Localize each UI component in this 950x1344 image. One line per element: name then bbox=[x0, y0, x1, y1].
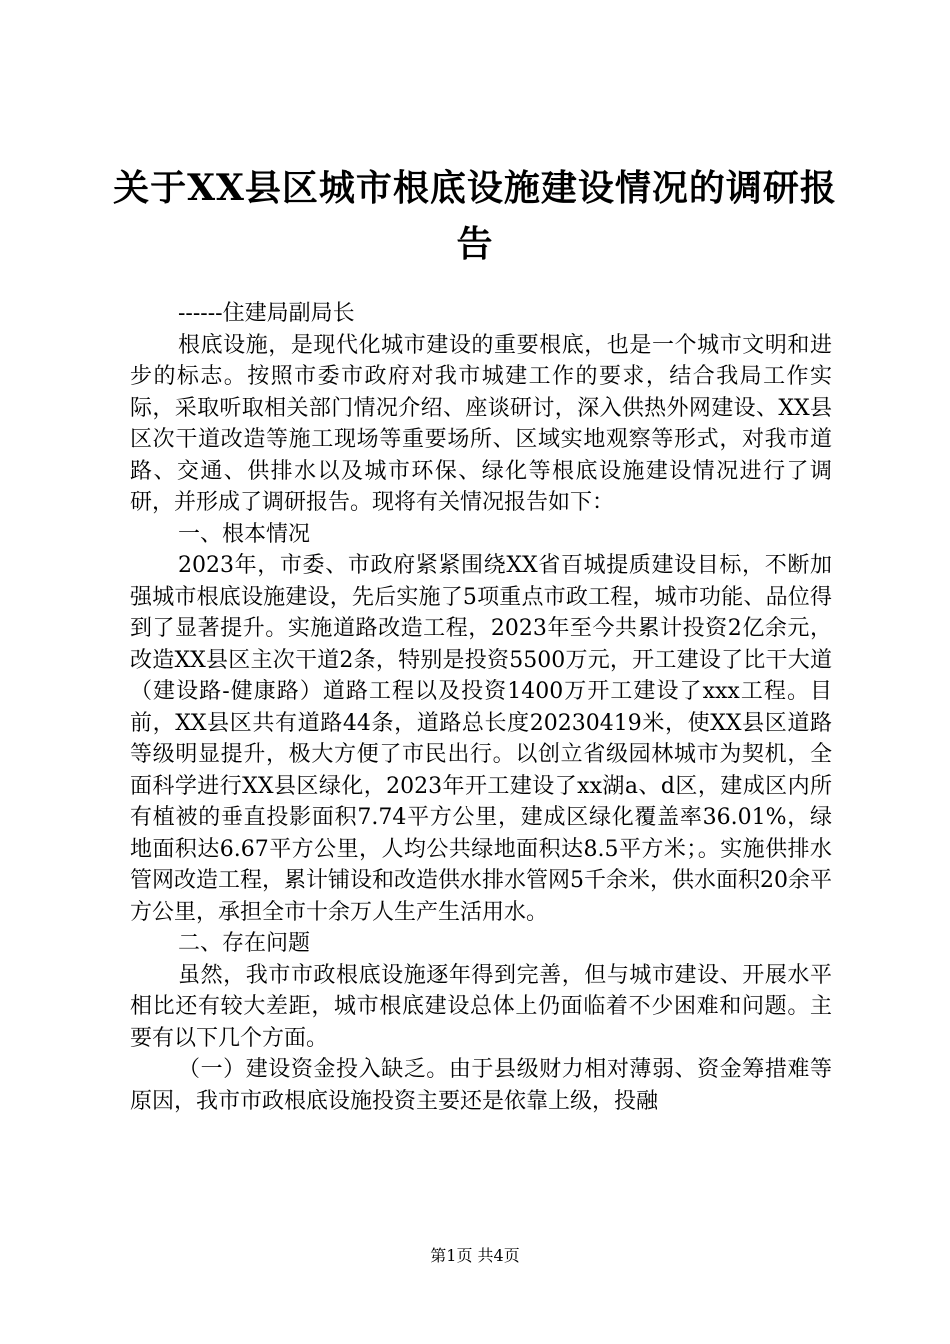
paragraph-basic-situation: 2023年，市委、市政府紧紧围绕XX省百城提质建设目标，不断加强城市根底设施建设，先后实施了5项重点市政工程，城市功能、品位得到了显著提升。实施道路改造工程，2023年至今共累计投资2亿余元，改造XX县区主次干道2条，特别是投资5500万元，开工建设了比干大道（建设路-健康路）道路工程以及投资1400万开工建设了xxx工程。目前，XX县区共有道路44条，道路总长度20230419米，使XX县区道路等级明显提升，极大方便了市民出行。以创立省级园林城市为契机，全面科学进行XX县区绿化，2023年开工建设了xx湖a、d区，建成区内所有植被的垂直投影面积7.74平方公里，建成区绿化覆盖率36.01%，绿地面积达6.67平方公里，人均公共绿地面积达8.5平方米；。实施供排水管网改造工程，累计铺设和改造供水排水管网5千余米，供水面积20余平方公里，承担全市十余万人生产生活用水。 bbox=[130, 553, 832, 925]
section-heading-problems: 二、存在问题 bbox=[178, 931, 311, 956]
document-body bbox=[130, 298, 832, 1117]
byline: ------住建局副局长 bbox=[178, 301, 355, 326]
document-title: 关于XX县区城市根底设施建设情况的调研报告 bbox=[113, 167, 837, 265]
paragraph-intro: 根底设施，是现代化城市建设的重要根底，也是一个城市文明和进步的标志。按照市委市政府对我市城建工作的要求，结合我局工作实际，采取听取相关部门情况介绍、座谈研讨，深入供热外网建设、XX县区次干道改造等施工现场等重要场所、区域实地观察等形式，对我市道路、交通、供排水以及城市环保、绿化等根底设施建设情况进行了调研，并形成了调研报告。现将有关情况报告如下： bbox=[130, 332, 832, 515]
paragraph-problem-1: （一）建设资金投入缺乏。由于县级财力相对薄弱、资金筹措难等原因，我市市政根底设施投资主要还是依靠上级，投融 bbox=[130, 1057, 832, 1114]
section-heading-basic-situation: 一、根本情况 bbox=[178, 521, 311, 547]
page-footer: 第1页 共4页 bbox=[430, 1246, 520, 1265]
paragraph-problems-intro: 虽然，我市市政根底设施逐年得到完善，但与城市建设、开展水平相比还有较大差距，城市根底建设总体上仍面临着不少困难和问题。主要有以下几个方面。 bbox=[130, 962, 832, 1051]
